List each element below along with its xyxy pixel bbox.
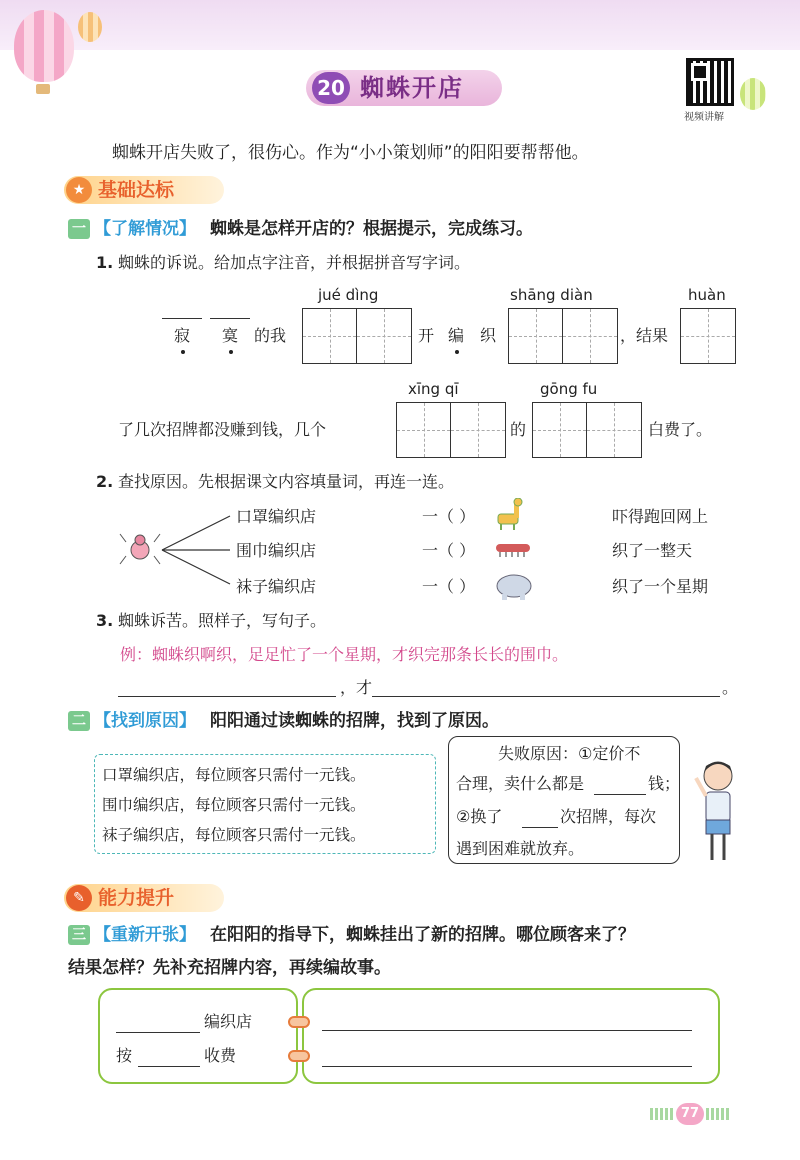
- pinyin-jue-ding: jué dìng: [318, 286, 379, 304]
- bubble-line-3b: 次招牌，每次: [560, 807, 657, 826]
- bubble-line-2: 合理，卖什么都是: [456, 774, 585, 793]
- centipede-icon: [494, 538, 534, 560]
- char-mo: 寞: [222, 326, 239, 345]
- lesson-title: 蜘蛛开店: [360, 74, 464, 102]
- text-cai: ，才: [340, 678, 373, 697]
- page-decoration: [706, 1108, 730, 1120]
- bubble-line-4: 遇到困难就放弃。: [456, 839, 585, 858]
- q3-label: 3.: [96, 611, 114, 630]
- pinyin-shang-dian: shāng diàn: [510, 286, 593, 304]
- result-2: 织了一整天: [612, 541, 693, 560]
- tianzige-shangdian[interactable]: [508, 308, 618, 364]
- page-number: 77: [676, 1103, 704, 1125]
- blank-price[interactable]: [594, 794, 646, 795]
- green-balloon-icon: [740, 78, 766, 110]
- result-1: 吓得跑回网上: [612, 507, 709, 526]
- header-band: [0, 0, 800, 50]
- q3-example: 例：蜘蛛织啊织，足足忙了一个星期，才织完那条长长的围巾。: [120, 645, 569, 664]
- tianzige-jueding[interactable]: [302, 308, 412, 364]
- pinyin-blank-2[interactable]: [210, 318, 250, 319]
- q2-label: 2.: [96, 472, 114, 491]
- measure-blank-1[interactable]: 一（ ）: [422, 507, 476, 526]
- bubble-line-2b: 钱；: [648, 774, 681, 793]
- sign-socks: 袜子编织店，每位顾客只需付一元钱。: [102, 826, 366, 844]
- bubble-line-3: ②换了: [456, 807, 503, 826]
- pinyin-gong-fu: gōng fu: [540, 380, 598, 398]
- lesson-number: 20: [312, 72, 350, 104]
- text-jieguo: ，结果: [620, 326, 669, 345]
- pinyin-xing-qi: xīng qī: [408, 380, 459, 398]
- tianzige-xingqi[interactable]: [396, 402, 506, 458]
- bubble-line-1: 失败原因：①定价不: [498, 744, 641, 763]
- shop-mask: 口罩编织店: [236, 507, 317, 526]
- task-text-1: 蜘蛛是怎样开店的？根据提示，完成练习。: [210, 219, 533, 239]
- shop-scarf: 围巾编织店: [236, 541, 317, 560]
- balloon-basket-icon: [36, 84, 50, 94]
- sign-shop-label: 编织店: [204, 1012, 253, 1031]
- notebook-icon: ✎: [66, 885, 92, 911]
- story-box: [302, 988, 720, 1084]
- blank-times[interactable]: [522, 827, 558, 828]
- sign-blank-name[interactable]: [116, 1032, 200, 1033]
- text-de-wo: 的我: [254, 326, 287, 345]
- new-sign-box: [98, 988, 298, 1084]
- q1-text: 蜘蛛的诉说。给加点字注音，并根据拼音写字词。: [118, 253, 471, 272]
- task-tag-1: 【了解情况】: [94, 219, 196, 239]
- qr-label: 视频讲解: [684, 112, 724, 123]
- task-number-1: 一: [68, 219, 90, 239]
- tianzige-gongfu[interactable]: [532, 402, 642, 458]
- sign-an: 按: [116, 1046, 133, 1065]
- text-de: 的: [510, 420, 527, 439]
- task-number-2: 二: [68, 711, 90, 731]
- medal-icon: ★: [66, 177, 92, 203]
- char-zhi: 织: [480, 326, 497, 345]
- task-text-2: 阳阳通过读蜘蛛的招牌，找到了原因。: [210, 711, 499, 731]
- task-text-3a: 在阳阳的指导下，蜘蛛挂出了新的招牌。哪位顾客来了？: [210, 925, 635, 945]
- section-title-basic: 基础达标: [98, 179, 175, 201]
- giraffe-icon: [494, 498, 534, 532]
- task-tag-2: 【找到原因】: [94, 711, 196, 731]
- task-tag-3: 【重新开张】: [94, 925, 196, 945]
- spider-connector: [118, 500, 238, 600]
- intro-text: 蜘蛛开店失败了，很伤心。作为“小小策划师”的阳阳要帮帮他。: [112, 143, 589, 163]
- hot-air-balloon-icon: [14, 10, 74, 82]
- result-3: 织了一个星期: [612, 577, 709, 596]
- qr-code-icon[interactable]: [686, 58, 734, 106]
- answer-line-2[interactable]: [372, 696, 720, 697]
- char-ji: 寂: [174, 326, 191, 345]
- char-kai: 开: [418, 326, 435, 345]
- pinyin-blank-1[interactable]: [162, 318, 202, 319]
- answer-line-1[interactable]: [118, 696, 336, 697]
- story-line-2[interactable]: [322, 1066, 692, 1067]
- shop-socks: 袜子编织店: [236, 577, 317, 596]
- task-text-3b: 结果怎样？先补充招牌内容，再续编故事。: [68, 958, 391, 978]
- tianzige-huan[interactable]: [680, 308, 736, 364]
- text-end: 白费了。: [648, 420, 713, 439]
- boy-icon: [694, 756, 744, 866]
- char-bian: 编: [448, 326, 465, 345]
- emphasis-dot: [181, 350, 185, 354]
- q1-line2-text: 了几次招牌都没赚到钱，几个: [118, 420, 327, 439]
- measure-blank-3[interactable]: 一（ ）: [422, 577, 476, 596]
- story-line-1[interactable]: [322, 1030, 692, 1031]
- emphasis-dot: [455, 350, 459, 354]
- emphasis-dot: [229, 350, 233, 354]
- q2-text: 查找原因。先根据课文内容填量词，再连一连。: [118, 472, 455, 491]
- hippo-icon: [494, 570, 534, 602]
- text-period: 。: [722, 678, 739, 697]
- sign-mask: 口罩编织店，每位顾客只需付一元钱。: [102, 766, 366, 784]
- measure-blank-2[interactable]: 一（ ）: [422, 541, 476, 560]
- small-balloon-icon: [78, 12, 102, 42]
- sign-blank-fee[interactable]: [138, 1066, 200, 1067]
- q3-text: 蜘蛛诉苦。照样子，写句子。: [118, 611, 327, 630]
- pinyin-huan: huàn: [688, 286, 726, 304]
- sign-fee-label: 收费: [204, 1046, 237, 1065]
- section-title-advanced: 能力提升: [98, 887, 175, 909]
- ring-binder-icon: [288, 1016, 310, 1028]
- ring-binder-icon: [288, 1050, 310, 1062]
- page-decoration: [650, 1108, 674, 1120]
- sign-scarf: 围巾编织店，每位顾客只需付一元钱。: [102, 796, 366, 814]
- task-number-3: 三: [68, 925, 90, 945]
- q1-label: 1.: [96, 253, 114, 272]
